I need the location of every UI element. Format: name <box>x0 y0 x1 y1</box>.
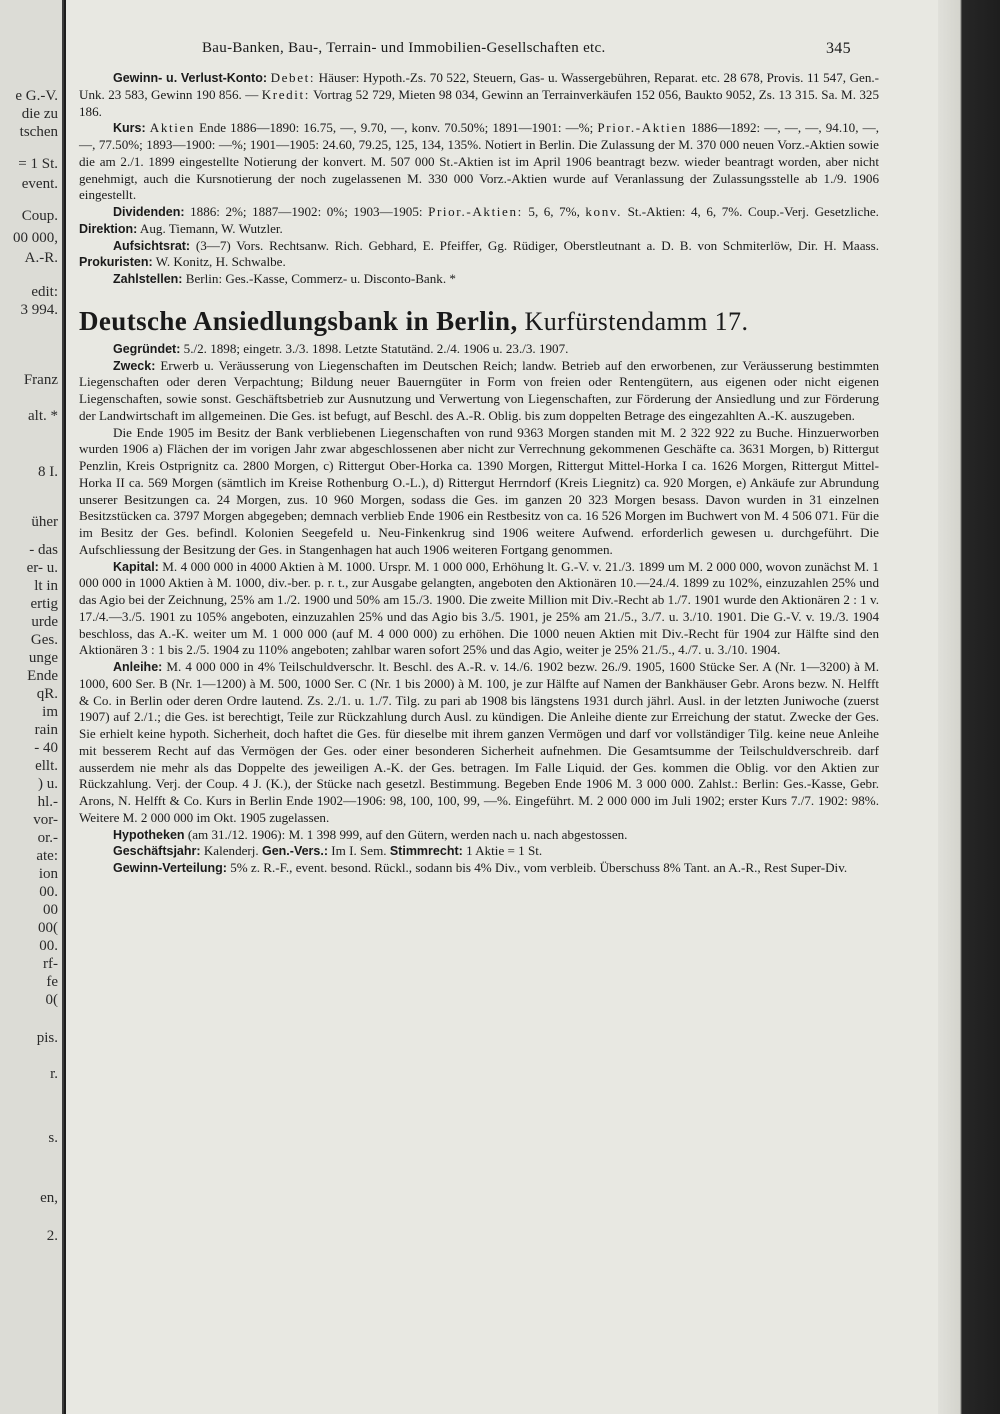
label: Stimmrecht: <box>389 844 463 859</box>
margin-fragment: 00. <box>39 884 58 900</box>
text: Aug. Tiemann, W. Wutzler. <box>139 220 283 236</box>
entry-heading-address: Kurfürstendamm 17. <box>524 306 749 336</box>
left-margin-strip <box>0 0 64 1414</box>
label: Gewinn-Verteilung: <box>113 861 227 875</box>
text: 1886: 2%; 1887—1902: 0%; 1903—1905: <box>190 204 423 219</box>
label: Anleihe: <box>113 660 163 674</box>
margin-fragment: ate: <box>36 848 58 864</box>
margin-fragment: die zu <box>21 106 58 122</box>
margin-fragment: rain <box>34 722 58 738</box>
margin-fragment: pis. <box>36 1030 58 1046</box>
document-page <box>66 0 938 1414</box>
margin-fragment: 00( <box>38 920 58 936</box>
margin-fragment: - 40 <box>34 740 58 756</box>
prev-gewinn-verlust-konto <box>79 70 879 120</box>
margin-fragment: alt. * <box>28 408 58 424</box>
margin-fragment: - das <box>29 542 58 558</box>
prev-aufsichtsrat <box>79 238 879 272</box>
label: Aufsichtsrat: <box>113 238 191 253</box>
margin-fragment: unge <box>28 650 58 666</box>
margin-fragment: edit: <box>31 284 58 300</box>
margin-fragment: 0( <box>45 992 58 1008</box>
margin-fragment: en, <box>40 1190 58 1206</box>
margin-fragment: er- u. <box>26 560 58 576</box>
label: Kurs: <box>113 121 146 136</box>
text: 1 Aktie = 1 St. <box>466 843 543 859</box>
text: Häuser: Hypoth.-Zs. 70 522, Steuern, Gas- u. Wassergebühren, Reparat. etc. 28 678, Provis. 11 547, Gen.-Unk. 23 583, Gewinn 190 856. — <box>79 70 880 102</box>
label: Zweck: <box>113 358 156 373</box>
margin-fragment: e G.-V. <box>15 88 58 104</box>
right-page-edge <box>938 0 1000 1414</box>
margin-fragment: 2. <box>46 1228 58 1244</box>
margin-fragment: tschen <box>19 124 58 140</box>
label: Prokuristen: <box>79 255 153 270</box>
spaced-term: Kredit: <box>261 86 310 102</box>
label: Gewinn- u. Verlust-Konto: <box>113 71 268 85</box>
margin-fragment: vor- <box>33 812 58 828</box>
margin-fragment: 3 994. <box>20 302 58 318</box>
besitz-paragraph: Die Ende 1905 im Besitz der Bank verbliebenen Liegenschaften von rund 9363 Morgen standen mit M. 2 322 922 zu Buche. Hinzuerworben wurden 1906 a) Flächen der im vorigen Jahr zwar abgeschlossenen aber nicht zur Verrechnung gekommenen Geschäfte ca. 3631 Morgen, b) Rittergut Penzlin, Kreis Ostprignitz ca. 2800 Morgen, c) Rittergut Ober-Horka ca. 1390 Morgen, Rittergut Mittel-Horka I ca. 1626 Morgen, Rittergut Mittel-Horka II ca. 569 Morgen (sämtlich im Kreise Rothenburg O.-L.), d) Rittergut Herrndorf (Kreis Liegnitz) ca. 920 Morgen, e) Ankäufe zur Abrundung unserer Besitzungen ca. 24 Morgen, zus. 10 960 Morgen, sodass die Ges. im ganzen 20 323 Morgen besass. Davon wurden in 31 einzelnen Besitzstücken ca. 3797 Morgen abgegeben; demnach verblieb Ende 1906 ein Restbesitz von ca. 16 526 Morgen im Buchwert von M. 4 506 071. Für die im Besitz der Ges. befindl. Kolonien Seegefeld u. Neu-Finkenkrug sind 1906 weitere Aufwend. erforderlich gewesen u. durchgeführt. Die Aufschliessung der Besitzung der Ges. in Stangenhagen hat auch 1906 weiteren Fortgang genommen. <box>79 424 879 557</box>
label: Zahlstellen: <box>113 272 183 286</box>
label: Kapital: <box>113 559 159 574</box>
margin-fragment: r. <box>50 1066 58 1082</box>
spaced-term: konv. <box>585 204 623 219</box>
margin-fragment: 8 I. <box>38 464 58 480</box>
margin-fragment: im <box>42 704 58 720</box>
spaced-term: Prior.-Aktien: <box>428 204 523 219</box>
margin-fragment: Franz <box>23 372 58 388</box>
margin-fragment: 00. <box>39 938 58 954</box>
text: Erwerb u. Veräusserung von Liegenschaften im Deutschen Reich; landw. Betrieb auf den erworbenen, zur Veräusserung bestimmten Liegenschaften oder deren Verpachtung; Bildung neuer Bauerngüter in Form von freien oder Rentengütern, aus eigenen oder nicht eigenen Liegenschaften, sowie sonst. Geschäftsbetrieb zur Ausnutzung und Verwertung von Liegenschaften, zur Förderung der Ansiedlung und zur Förderung der Landwirtschaft im allgemeinen. Die Ges. ist befugt, auf Beschl. des A.-R. Oblig. bis zum doppelten Betrage des eingezahlten A.-K. auszugeben. <box>79 357 879 423</box>
entry-heading <box>79 306 879 337</box>
margin-fragment: 00 000, <box>13 230 58 246</box>
margin-fragment: urde <box>31 614 58 630</box>
margin-fragment: lt in <box>34 578 58 594</box>
text: 5% z. R.-F., event. besond. Rückl., sodann bis 4% Div., vom verbleib. Überschuss 8% Tant. an A.-R., Rest Super-Div. <box>230 860 848 875</box>
margin-fragment: Ges. <box>30 632 58 648</box>
label: Dividenden: <box>113 205 185 219</box>
text: St.-Aktien: 4, 6, 7%. Coup.-Verj. Gesetzliche. <box>627 204 879 219</box>
margin-fragment: qR. <box>36 686 58 702</box>
zweck <box>79 358 879 425</box>
margin-fragment: Ende <box>27 668 58 684</box>
anleihe <box>79 659 879 827</box>
margin-fragment: or.- <box>37 830 58 846</box>
kapital <box>79 559 879 660</box>
hypotheken <box>79 827 879 844</box>
text: (3—7) Vors. Rechtsanw. Rich. Gebhard, E. Pfeiffer, Gg. Rüdiger, Oberstleutnant a. D. B. von Schmiterlöw, Dir. H. Maass. <box>195 237 879 253</box>
margin-fragment: üher <box>31 514 58 530</box>
margin-fragment: rf- <box>43 956 58 972</box>
prev-kurs <box>79 120 879 204</box>
margin-fragment: Coup. <box>21 208 58 224</box>
text: M. 4 000 000 in 4000 Aktien à M. 1000. Urspr. M. 1 000 000, Erhöhung lt. G.-V. v. 21./3. 1899 um M. 2 000 000, wovon zunächst M. 1 000 000 in 1000 Aktien à M. 1000, div.-ber. p. r. t., zur Ausgabe gelangten, angeboten den Aktionären 10.—24./4. 1899 zu 102%, einzuzahlen 25% und das Agio bei der Zeichnung, 25% am 1./2. 1900 und 50% am 15./3. 1900. Die zweite Million mit Div.-Recht ab 1./7. 1901 wurde den Aktionären 2 : 1 v. 17./4.—3./5. 1901 zu 105% angeboten, einzuzahlen 25% und das Agio bis 3./5. 1901, je 25% am 21./5., 3./7. u. 3./10. 1901. Die G.-V. v. 19./3. 1904 beschloss, das A.-K. weiter um M. 1 000 000 (auf M. 4 000 000) zu erhöhen. Die 1000 neuen Aktien mit Div.-Recht für 1904 zur Hälfte sind den Aktionären 3 : 1 bis 2./5. 1904 zu 110% angeboten; zahlbar waren sofort 25% und das Agio, weiter je 25% 21./5., 4./7. u. 3./10. 1904. <box>79 558 879 658</box>
gewinn-verteilung <box>79 860 879 877</box>
text: Berlin: Ges.-Kasse, Commerz- u. Disconto-Bank. * <box>185 271 456 286</box>
margin-fragment: fe <box>46 974 58 990</box>
spaced-term: Prior.-Aktien <box>597 120 687 136</box>
margin-fragment: 00 <box>43 902 58 918</box>
label: Direktion: <box>79 221 138 236</box>
text: Kalenderj. <box>203 843 259 859</box>
page-number: 345 <box>826 40 851 57</box>
text: (am 31./12. 1906): M. 1 398 999, auf den Gütern, werden nach u. nach abgestossen. <box>187 826 628 842</box>
gegruendet <box>79 341 879 358</box>
entry-heading-bank: Deutsche Ansiedlungsbank in Berlin, <box>79 305 518 336</box>
text: Im I. Sem. <box>331 843 387 859</box>
text: 5, 6, 7%, <box>528 204 580 219</box>
text: Ende 1886—1890: 16.75, —, 9.70, —, konv. 70.50%; 1891—1901: —%; <box>199 120 594 136</box>
margin-fragment: ertig <box>30 596 58 612</box>
running-head-title: Bau-Banken, Bau-, Terrain- und Immobilien-Gesellschaften etc. <box>202 40 606 56</box>
margin-fragment: hl.- <box>37 794 58 810</box>
text: 1886—1892: —, —, —, 94.10, —, —, 77.50%; 1893—1900: —%; 1901—1905: 24.60, 79.25, 125, 134, 135%. Notiert in Berlin. Die Zulassung der M. 370 000 neuen Vorz.-Aktien sowie die am 2./1. 1899 eingestellte Notierung der konvert. M. 507 000 St.-Aktien ist im April 1906 beantragt bezw. wieder beantragt worden, aber nicht genehmigt, auch die Kursnotierung der noch zugelassenen M. 330 000 Vorz.-Aktien wurde auf Veranlassung der Zulassungsstelle ab 1./9. 1906 eingestellt. <box>79 120 879 203</box>
page-content <box>79 70 879 877</box>
margin-fragment: = 1 St. <box>18 156 58 172</box>
margin-fragment: ion <box>38 866 58 882</box>
margin-fragment: A.-R. <box>24 250 58 266</box>
label: Geschäftsjahr: <box>113 844 201 859</box>
text: W. Konitz, H. Schwalbe. <box>155 254 286 270</box>
text: 5./2. 1898; eingetr. 3./3. 1898. Letzte Statutänd. 2./4. 1906 u. 23./3. 1907. <box>183 340 569 356</box>
text: Vortrag 52 729, Mieten 98 034, Gewinn an Terrainverkäufen 152 056, Baukto 9052, Zs. 13 315. Sa. M. 325 186. <box>79 86 880 119</box>
margin-fragment: ellt. <box>35 758 58 774</box>
spaced-term: Debet: <box>270 70 316 85</box>
margin-fragment: ) u. <box>38 776 58 792</box>
label: Gegründet: <box>113 341 181 356</box>
margin-fragment: event. <box>21 176 58 192</box>
geschaeftsjahr <box>79 843 879 860</box>
label: Hypotheken <box>113 827 185 842</box>
spaced-term: Aktien <box>149 120 196 136</box>
text: M. 4 000 000 in 4% Teilschuldverschr. lt. Beschl. des A.-R. v. 14./6. 1902 bezw. 26./9. 1905, 1600 Stücke Ser. A (Nr. 1—3200) à M. 1000, 600 Ser. B (Nr. 1—1200) à M. 500, 1000 Ser. C (Nr. 1 bis 2000) à M. 100, je zur Hälfte auf Namen der Bankhäuser Gebr. Arons bezw. N. Helfft & Co. in Berlin oder deren Ordre lautend. Zs. 2./1. u. 1./7. Tilg. zu pari ab 1908 bis längstens 1931 durch jährl. Ausl. in der letzten Juniwoche (zuerst 1907) auf 2./1.; die Ges. ist berechtigt, Teile zur Rückzahlung durch Ausl. zu kündigen. Die Anleihe diente zur Erreichung der statut. Zwecke der Ges. Sie erhielt keine hypoth. Sicherheit, doch haftet die Ges. für dieselbe mit ihrem ganzen Vermögen und darf vor vollständiger Tilg. keine neue Anleihe mit besserem Recht auf das Vermögen der Ges. oder einer besonderen Sicherheit aufnehmen. Die Gesamtsumme der Teilschuldverschreib. darf ausserdem nie mehr als das Doppelte des jeweiligen A.-K. der Ges. betragen. Im Falle Liquid. der Ges. kommen die Oblig. vor den Aktien zur Rückzahlung. Verj. der Coup. 4 J. (K.), der Stücke nach gesetzl. Bestimmung. Begeben Ende 1906 M. 3 000 000. Zahlst.: Berlin: Ges.-Kasse, Gebr. Arons, N. Helfft & Co. Kurs in Berlin Ende 1902—1906: 98, 100, 100, 99, —%. Eingeführt. M. 2 000 000 im Juli 1902; erster Kurs 7./7. 1902: 98%. Weitere M. 2 000 000 im Okt. 1905 zugelassen. <box>79 659 879 825</box>
prev-zahlstellen <box>79 271 879 288</box>
label: Gen.-Vers.: <box>262 844 328 859</box>
margin-fragment: s. <box>48 1130 58 1146</box>
prev-dividenden <box>79 204 879 238</box>
